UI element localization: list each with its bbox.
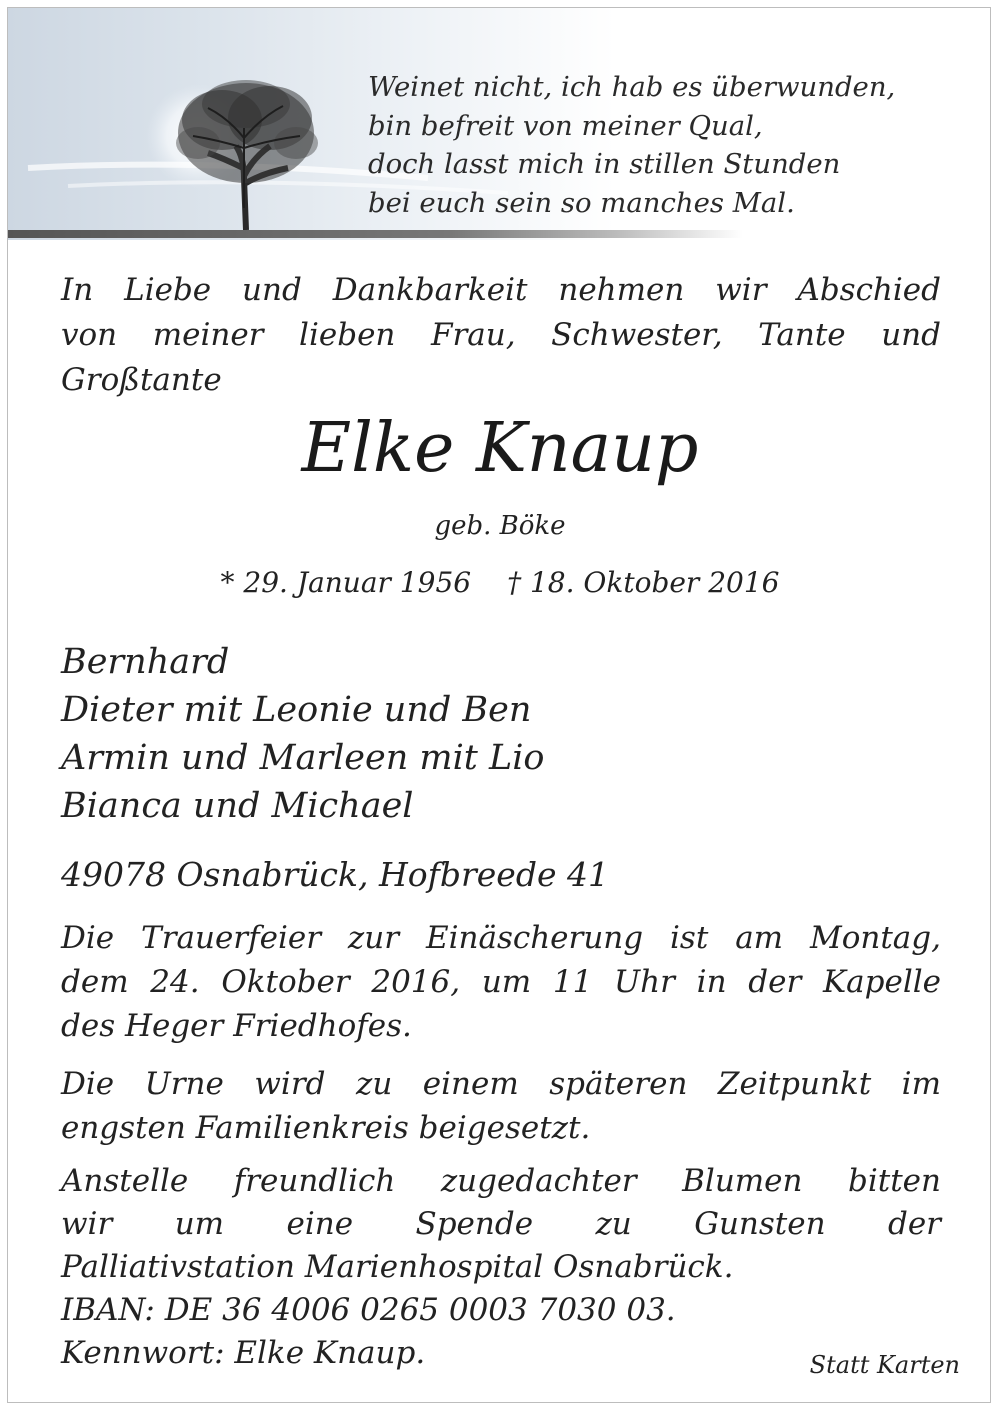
intro-line: Großtante bbox=[61, 362, 222, 398]
ceremony-line: dem 24. Oktober 2016, um 11 Uhr in der Kapelle bbox=[61, 964, 941, 1000]
tree-icon bbox=[176, 80, 318, 230]
intro-line: von meiner lieben Frau, Schwester, Tante und bbox=[61, 317, 941, 353]
donation-line: Anstelle freundlich zugedachter Blumen bitten bbox=[61, 1163, 941, 1199]
urn-line: engsten Familienkreis beigesetzt. bbox=[61, 1110, 591, 1146]
urn-line: Die Urne wird zu einem späteren Zeitpunkt im bbox=[61, 1066, 941, 1102]
family-member: Bianca und Michael bbox=[61, 786, 414, 826]
deceased-name: Elke Knaup bbox=[301, 409, 699, 488]
address: 49078 Osnabrück, Hofbreede 41 bbox=[61, 855, 609, 894]
donation-line: Kennwort: Elke Knaup. bbox=[61, 1335, 426, 1371]
donation-line: IBAN: DE 36 4006 0265 0003 7030 03. bbox=[61, 1292, 676, 1328]
ceremony-text bbox=[61, 916, 941, 1048]
intro-text bbox=[61, 268, 941, 403]
family-member: Armin und Marleen mit Lio bbox=[61, 738, 545, 778]
poem-line: Weinet nicht, ich hab es überwunden, bbox=[368, 71, 896, 103]
family-member: Bernhard bbox=[61, 642, 230, 682]
poem-line: bin befreit von meiner Qual, bbox=[368, 109, 763, 142]
statt-karten-note: Statt Karten bbox=[809, 1351, 960, 1379]
ceremony-line: des Heger Friedhofes. bbox=[61, 1008, 412, 1044]
poem-line: doch lasst mich in stillen Stunden bbox=[368, 148, 841, 180]
poem bbox=[368, 68, 895, 222]
ceremony-line: Die Trauerfeier zur Einäscherung ist am Montag, bbox=[61, 920, 941, 956]
birth-date: * 29. Januar 1956 bbox=[220, 566, 472, 599]
family-member: Dieter mit Leonie und Ben bbox=[61, 690, 532, 730]
intro-line: In Liebe und Dankbarkeit nehmen wir Abschied bbox=[61, 272, 941, 308]
donation-line: Palliativstation Marienhospital Osnabrück. bbox=[61, 1249, 734, 1285]
donation-line: wir um eine Spende zu Gunsten der bbox=[61, 1206, 941, 1242]
urn-text bbox=[61, 1062, 941, 1150]
birth-name: geb. Böke bbox=[434, 511, 566, 541]
poem-line: bei euch sein so manches Mal. bbox=[368, 186, 795, 219]
header-banner bbox=[8, 8, 988, 240]
donation-text bbox=[61, 1160, 941, 1375]
death-date: † 18. Oktober 2016 bbox=[507, 566, 780, 599]
life-dates bbox=[0, 564, 1000, 602]
family-list bbox=[61, 638, 941, 830]
